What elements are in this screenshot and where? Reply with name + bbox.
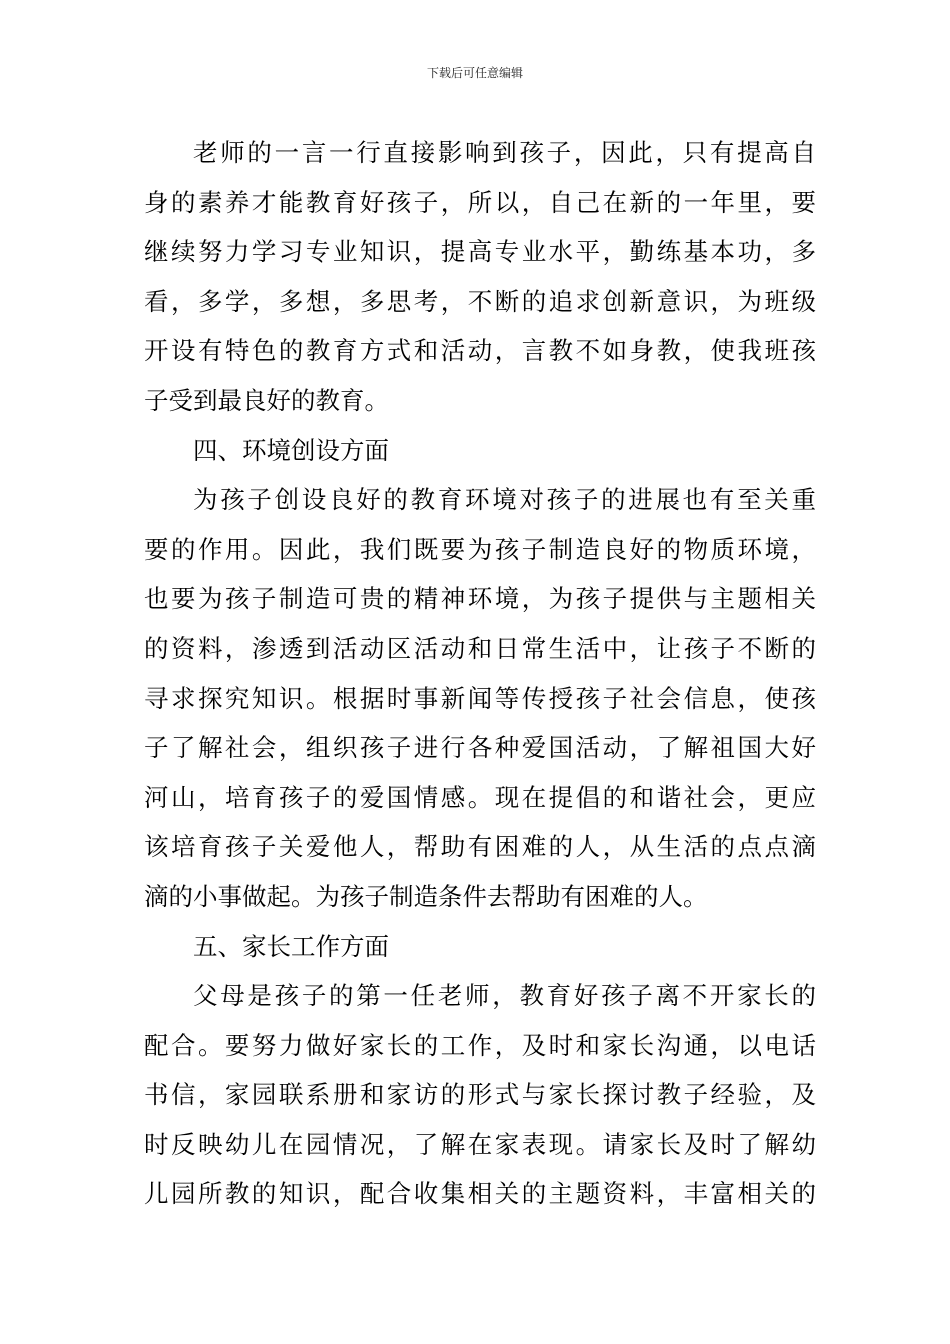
- paragraph-line: 开设有特色的教育方式和活动，言教不如身教，使我班孩: [144, 336, 816, 366]
- paragraph-line: 滴的小事做起。为孩子制造条件去帮助有困难的人。: [144, 881, 708, 911]
- paragraph-line: 看，多学，多想，多思考，不断的追求创新意识，为班级: [144, 286, 816, 316]
- paragraph-line: 父母是孩子的第一任老师，教育好孩子离不开家长的: [193, 981, 816, 1011]
- paragraph-line: 子了解社会，组织孩子进行各种爱国活动，了解祖国大好: [144, 733, 816, 763]
- paragraph-line: 书信，家园联系册和家访的形式与家长探讨教子经验，及: [144, 1080, 816, 1110]
- section-heading-parents: 五、家长工作方面: [193, 931, 389, 961]
- header-note: 下载后可任意编辑: [426, 66, 523, 80]
- paragraph-line: 也要为孩子制造可贵的精神环境，为孩子提供与主题相关: [144, 584, 816, 614]
- body-text: [144, 128, 816, 1219]
- paragraph-line: 配合。要努力做好家长的工作，及时和家长沟通，以电话: [144, 1030, 816, 1060]
- paragraph-line: 该培育孩子关爱他人，帮助有困难的人，从生活的点点滴: [144, 832, 816, 862]
- paragraph-line: 为孩子创设良好的教育环境对孩子的进展也有至关重: [193, 485, 816, 515]
- section-heading-environment: 四、环境创设方面: [193, 435, 389, 465]
- paragraph-line: 子受到最良好的教育。: [144, 385, 389, 415]
- paragraph-line: 要的作用。因此，我们既要为孩子制造良好的物质环境，: [144, 534, 816, 564]
- paragraph-line: 儿园所教的知识，配合收集相关的主题资料，丰富相关的: [144, 1179, 816, 1209]
- paragraph-line: 继续努力学习专业知识，提高专业水平，勤练基本功，多: [144, 237, 816, 267]
- paragraph-line: 老师的一言一行直接影响到孩子，因此，只有提高自: [193, 138, 816, 167]
- paragraph-line: 的资料，渗透到活动区活动和日常生活中，让孩子不断的: [144, 633, 816, 663]
- paragraph-line: 寻求探究知识。根据时事新闻等传授孩子社会信息，使孩: [144, 683, 816, 713]
- paragraph-line: 时反映幼儿在园情况，了解在家表现。请家长及时了解幼: [144, 1129, 816, 1159]
- paragraph-line: 河山，培育孩子的爱国情感。现在提倡的和谐社会，更应: [144, 782, 816, 812]
- paragraph-line: 身的素养才能教育好孩子，所以，自己在新的一年里，要: [144, 187, 816, 217]
